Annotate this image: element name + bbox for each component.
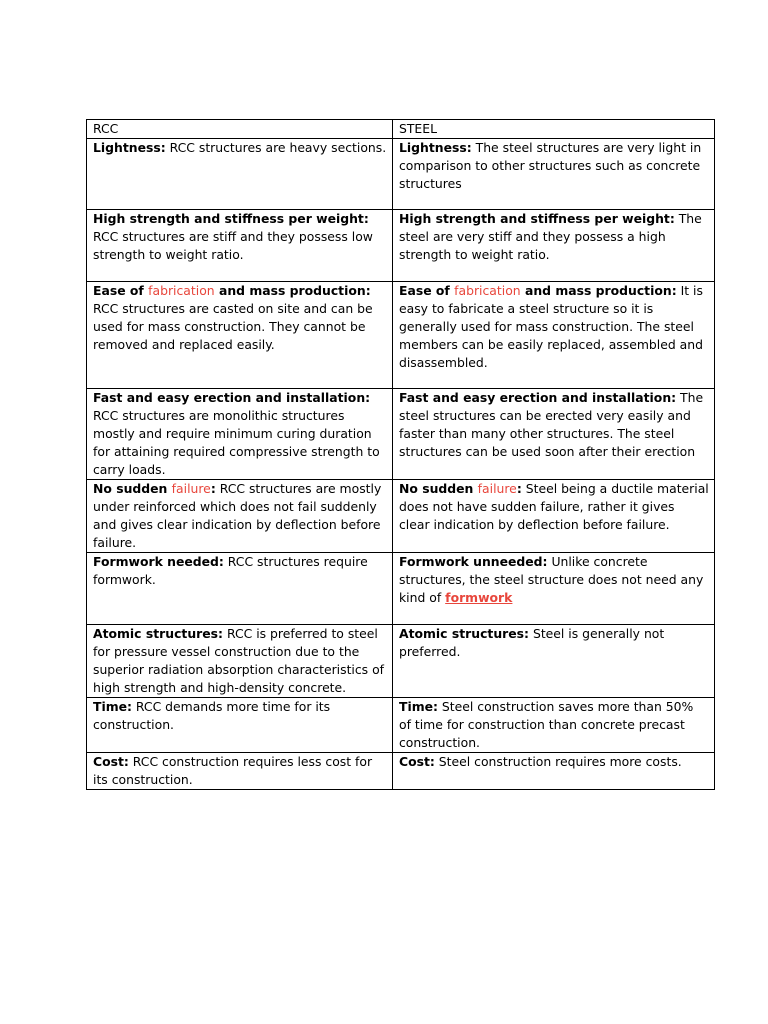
row-label: Atomic structures: (399, 626, 530, 641)
table-row-formwork (87, 553, 715, 625)
row-text: Steel construction saves more than 50% of time for construction than concrete precast construction. (399, 699, 694, 750)
table-row-time (87, 698, 715, 753)
row-label: : (210, 481, 216, 496)
header-cell-steel: STEEL (393, 120, 715, 139)
row-label: Lightness: (93, 140, 166, 155)
row-label: Cost: (399, 754, 435, 769)
row-label: Fast and easy erection and installation: (399, 390, 677, 405)
row-text: RCC structures are heavy sections. (165, 140, 387, 155)
fabrication-link[interactable]: fabrication (454, 283, 521, 298)
steel-cell (393, 139, 715, 210)
row-text: RCC structures are mostly under reinforced which does not fail suddenly and gives clear indication by deflection before failure. (93, 481, 382, 550)
rcc-cell (87, 139, 393, 210)
row-text: RCC structures are casted on site and can be used for mass construction. They cannot be removed and replaced easily. (93, 301, 373, 352)
row-label: Cost: (93, 754, 129, 769)
row-label: Ease of (93, 283, 149, 298)
rcc-cell (87, 753, 393, 790)
rcc-cell (87, 625, 393, 698)
row-label: High strength and stiffness per weight: (93, 211, 369, 226)
row-label: No sudden (399, 481, 478, 496)
row-label: Time: (399, 699, 438, 714)
row-text: RCC structures require formwork. (93, 554, 368, 587)
failure-link[interactable]: failure (171, 481, 211, 496)
table-row-fabrication (87, 282, 715, 389)
steel-cell (393, 210, 715, 282)
rcc-cell (87, 553, 393, 625)
row-label: Ease of (399, 283, 455, 298)
row-label: and mass production: (520, 283, 677, 298)
rcc-cell (87, 480, 393, 553)
table-row-atomic (87, 625, 715, 698)
rcc-cell (87, 698, 393, 753)
row-text: RCC demands more time for its construction. (93, 699, 331, 732)
row-text: Steel being a ductile material does not have sudden failure, rather it gives clear indication by deflection before failure. (399, 481, 709, 532)
steel-cell (393, 698, 715, 753)
steel-cell (393, 625, 715, 698)
rcc-cell (87, 282, 393, 389)
row-label: High strength and stiffness per weight: (399, 211, 675, 226)
header-cell-rcc: RCC (87, 120, 393, 139)
steel-cell (393, 282, 715, 389)
table-header-row (87, 120, 715, 139)
row-text: The steel structures are very light in comparison to other structures such as concrete structures (399, 140, 702, 191)
table-row-failure (87, 480, 715, 553)
rcc-cell (87, 389, 393, 480)
rcc-vs-steel-table (86, 119, 715, 790)
row-text: Steel is generally not preferred. (399, 626, 665, 659)
row-label: Formwork unneeded: (399, 554, 548, 569)
row-label: : (516, 481, 522, 496)
fabrication-link[interactable]: fabrication (148, 283, 215, 298)
row-label: Fast and easy erection and installation: (93, 390, 371, 405)
row-label: Formwork needed: (93, 554, 224, 569)
table-row-strength (87, 210, 715, 282)
table-row-erection (87, 389, 715, 480)
row-label: No sudden (93, 481, 172, 496)
formwork-link[interactable]: formwork (445, 590, 513, 605)
row-label: Lightness: (399, 140, 472, 155)
steel-cell (393, 480, 715, 553)
table-row-cost (87, 753, 715, 790)
steel-cell (393, 389, 715, 480)
row-label: Time: (93, 699, 132, 714)
steel-cell (393, 753, 715, 790)
rcc-cell (87, 210, 393, 282)
row-text: It is easy to fabricate a steel structure so it is generally used for mass construction. The steel members can be easily replaced, assembled and disassembled. (399, 283, 703, 370)
row-text: RCC construction requires less cost for its construction. (93, 754, 373, 787)
row-text: Steel construction requires more costs. (434, 754, 682, 769)
failure-link[interactable]: failure (477, 481, 517, 496)
row-text: RCC is preferred to steel for pressure vessel construction due to the superior radiation absorption characteristics of high strength and high-density concrete. (93, 626, 385, 695)
row-text: RCC structures are stiff and they possess low strength to weight ratio. (93, 229, 373, 262)
row-label: and mass production: (214, 283, 371, 298)
row-text: The steel structures can be erected very easily and faster than many other structures. The steel structures can be used soon after their erection (399, 390, 704, 459)
steel-cell (393, 553, 715, 625)
table-row-lightness (87, 139, 715, 210)
row-text: The steel are very stiff and they possess a high strength to weight ratio. (399, 211, 702, 262)
row-label: Atomic structures: (93, 626, 224, 641)
row-text: RCC structures are monolithic structures mostly and require minimum curing duration for attaining required compressive strength to carry loads. (93, 408, 380, 477)
row-text: Unlike concrete structures, the steel structure does not need any kind of (399, 554, 704, 605)
